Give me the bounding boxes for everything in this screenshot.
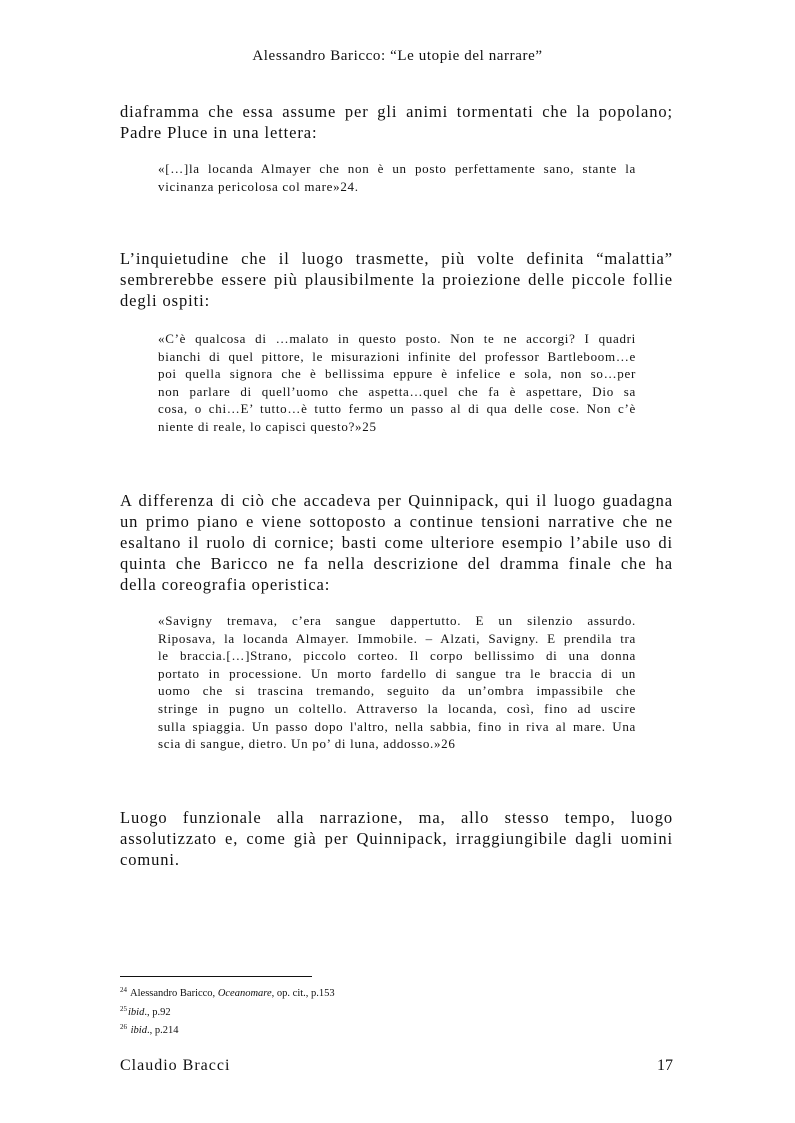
text-line: sulla spiaggia. Un passo dopo l'altro, nella sabbia, fino in riva al mare. Una: [158, 718, 636, 734]
text-line: scia di sangue, dietro. Un po’ di luna, addosso.»26: [158, 736, 456, 752]
text-line: stringe in pugno un coltello. Attraverso la locanda, così, fino ad uscire: [158, 700, 636, 716]
text-line: cosa, o chi…E’ tutto…è tutto fermo un passo al di qua delle cose. Non c’è: [158, 401, 636, 417]
text-line: vicinanza pericolosa col mare»24.: [158, 178, 359, 194]
footnote-26: $^{26}$ ibid., p.214: [120, 1023, 179, 1036]
text-line: quinta che Baricco ne fa nella descrizione del dramma finale che ha: [120, 554, 673, 573]
text-line: portato in processione. Un morto fardello di sangue tra le braccia di un: [158, 665, 636, 681]
text-line: comuni.: [120, 850, 180, 869]
text-line: «[…]la locanda Almayer che non è un posto perfettamente sano, stante la: [158, 161, 636, 176]
block-quote-3: [158, 612, 636, 753]
body-paragraph-3: [120, 490, 673, 595]
text-line: A differenza di ciò che accadeva per Quinnipack, qui il luogo guadagna: [120, 491, 673, 510]
text-line: sembrerebbe essere più plausibilmente la proiezione delle piccole follie: [120, 270, 673, 289]
footnote-separator: [120, 976, 312, 977]
text-line: L’inquietudine che il luogo trasmette, più volte definita “malattia”: [120, 249, 673, 268]
block-quote-2: [158, 330, 636, 436]
text-line: «C’è qualcosa di …malato in questo posto. Non te ne accorgi? I quadri: [158, 331, 636, 346]
text-line: degli ospiti:: [120, 291, 211, 310]
footer-author: Claudio Bracci: [120, 1057, 231, 1074]
text-line: diaframma che essa assume per gli animi tormentati che la popolano;: [120, 102, 673, 121]
text-line: Riposava, la locanda Almayer. Immobile. – Alzati, Savigny. E prendila tra: [158, 630, 636, 646]
text-line: «Savigny tremava, c’era sangue dappertutto. E un silenzio assurdo.: [158, 613, 636, 628]
body-paragraph-2: [120, 248, 673, 311]
block-quote-1: [158, 160, 636, 195]
body-paragraph-4: [120, 807, 673, 870]
text-line: niente di reale, lo capisci questo?»25: [158, 418, 377, 434]
text-line: assolutizzato e, come già per Quinnipack, irraggiungibile dagli uomini: [120, 829, 673, 848]
footnote-24: $^{24}$ Alessandro Baricco, Oceanomare, op. cit., p.153: [120, 986, 335, 999]
footnote-25: $^{25}$ibid., p.92: [120, 1004, 171, 1018]
text-line: poi quella signora che è bellissima eppure è infelice e sola, non so…per: [158, 366, 636, 382]
page-number: 17: [657, 1057, 673, 1074]
footnotes: [120, 983, 335, 1039]
text-line: uomo che si trascina tremando, seguito da un’ombra impassibile che: [158, 683, 636, 699]
text-line: le braccia.[…]Strano, piccolo corteo. Il corpo bellissimo di una donna: [158, 648, 636, 664]
text-line: bianchi di quel pittore, le misurazioni infinite del professor Bartleboom…e: [158, 348, 636, 364]
text-line: un primo piano e viene sottoposto a continue tensioni narrative che ne: [120, 512, 673, 531]
text-line: esaltano il ruolo di cornice; basti come ulteriore esempio l’abile uso di: [120, 533, 673, 552]
text-line: Padre Pluce in una lettera:: [120, 123, 318, 142]
text-line: non parlare di quell’uomo che aspetta…quel che fa è aspettare, Dio sa: [158, 383, 636, 399]
running-header: Alessandro Baricco: “Le utopie del narrare”: [252, 48, 543, 64]
text-line: Luogo funzionale alla narrazione, ma, allo stesso tempo, luogo: [120, 808, 673, 827]
text-line: della coreografia operistica:: [120, 575, 331, 594]
body-paragraph-1: [120, 101, 673, 143]
